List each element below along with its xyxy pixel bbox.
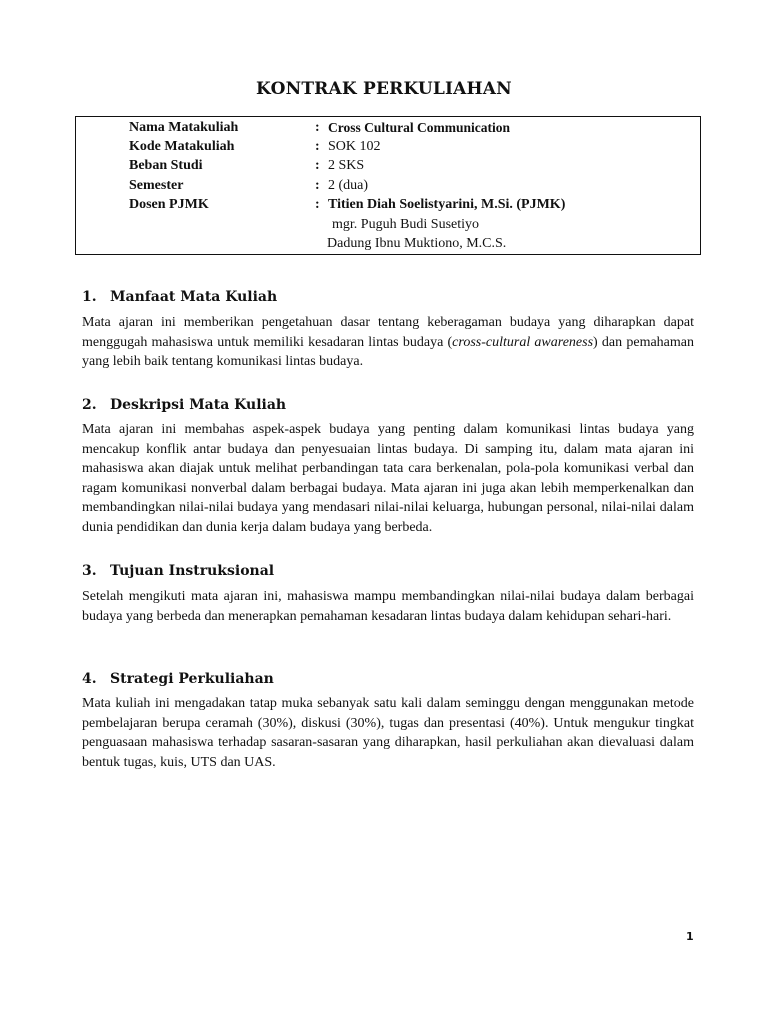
credit-load-colon: :	[315, 158, 320, 173]
section-heading	[82, 397, 286, 413]
section-body: Mata kuliah ini mengadakan tatap muka sebanyak satu kali dalam seminggu dengan menggunakan metode pembelajaran berupa ceramah (30%), diskusi (30%), tugas dan presentasi (40%). Untuk mengukur tingkat penguasaan mahasiswa terhadap sasaran-sasaran yang diharapkan, hasil perkuliahan akan dievaluasi dalam bentuk tugas, kuis, UTS dan UAS.	[82, 696, 694, 770]
section-number: 1.	[82, 289, 97, 305]
section-heading	[82, 289, 277, 305]
page-title: KONTRAK PERKULIAHAN	[256, 79, 512, 99]
lecturer-label: Dosen PJMK	[129, 197, 209, 212]
semester-label: Semester	[129, 178, 184, 193]
lecturer-colon: :	[315, 197, 320, 212]
lecturer-value: Titien Diah Soelistyarini, M.Si. (PJMK)	[328, 197, 566, 212]
additional-lecturer: Dadung Ibnu Muktiono, M.C.S.	[327, 236, 507, 251]
course-name-label: Nama Matakuliah	[129, 120, 239, 135]
section-title: Tujuan Instruksional	[110, 563, 275, 579]
section-heading	[82, 671, 274, 687]
course-code-colon: :	[315, 139, 320, 154]
semester-colon: :	[315, 178, 320, 193]
section-number: 4.	[82, 671, 97, 687]
section-body: Setelah mengikuti mata ajaran ini, mahasiswa mampu membandingkan nilai-nilai budaya dalam berbagai budaya yang berbeda dan menerapkan pemahaman kesadaran lintas budaya dalam kehidupan sehari-hari.	[82, 589, 694, 624]
section-body: Mata ajaran ini membahas aspek-aspek budaya yang penting dalam komunikasi lintas budaya yang mencakup konflik antar budaya dan penyesuaian lintas budaya. Di samping itu, dalam mata ajaran ini mahasiswa akan diajak untuk melihat perbandingan tata cara berkenalan, pola-pola komunikasi verbal dan ragam komunikasi nonverbal dalam berbagai budaya. Mata ajaran ini juga akan lebih memperkenalkan dan membandingkan nilai-nilai budaya yang mendasari nilai-nilai keluarga, hubungan personal, nilai-nilai dalam dunia pendidikan dan dunia kerja dalam budaya yang berbeda.	[82, 422, 694, 535]
section-text: ) dan pemahaman yang lebih baik tentang komunikasi lintas budaya.	[82, 334, 694, 369]
section-body	[82, 313, 694, 372]
section-title: Strategi Perkuliahan	[110, 671, 274, 687]
page-number: 1	[686, 930, 694, 943]
section-text-italic: cross-cultural awareness	[452, 334, 594, 350]
section-title: Deskripsi Mata Kuliah	[110, 397, 287, 413]
course-code-label: Kode Matakuliah	[129, 139, 235, 154]
course-name-colon: :	[315, 120, 320, 135]
section-text: Mata ajaran ini memberikan pengetahuan dasar tentang keberagaman budaya yang diharapkan dapat menggugah mahasiswa untuk memiliki kesadaran lintas budaya (	[82, 315, 694, 350]
credit-load-value: 2 SKS	[328, 158, 365, 173]
course-info-box	[75, 116, 701, 255]
additional-lecturer: mgr. Puguh Budi Susetiyo	[332, 217, 480, 232]
semester-value: 2 (dua)	[328, 178, 369, 193]
section-number: 3.	[82, 563, 97, 579]
section-number: 2.	[82, 397, 97, 413]
credit-load-label: Beban Studi	[129, 158, 203, 173]
course-code-value: SOK 102	[328, 139, 381, 154]
section-heading	[82, 563, 274, 579]
course-name-value: Cross Cultural Communication	[328, 120, 511, 135]
section-title: Manfaat Mata Kuliah	[110, 289, 278, 305]
